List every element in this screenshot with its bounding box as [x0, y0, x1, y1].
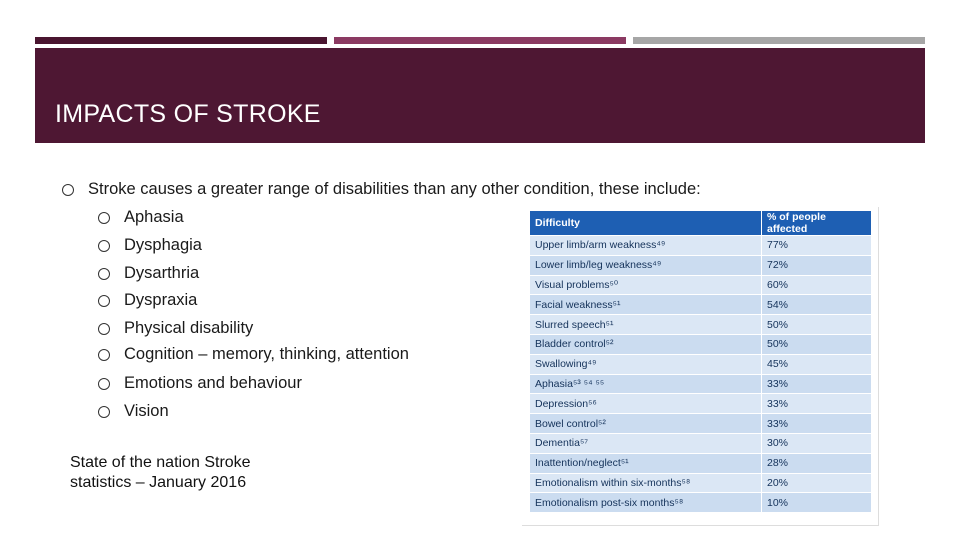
stats-table-image — [522, 207, 879, 526]
difficulty-cell: Dementia⁵⁷ — [530, 433, 762, 453]
list-item-label: Physical disability — [124, 319, 254, 337]
table-row — [530, 275, 872, 295]
slide-title: IMPACTS OF STROKE — [55, 100, 321, 128]
difficulty-cell: Emotionalism within six-months⁵⁸ — [530, 473, 762, 493]
table-row — [530, 255, 872, 275]
percent-cell: 50% — [762, 315, 872, 335]
list-item — [98, 374, 302, 393]
difficulty-cell: Bowel control⁵² — [530, 414, 762, 434]
intro-bullet — [62, 180, 701, 199]
list-item — [98, 264, 199, 283]
percent-cell: 54% — [762, 295, 872, 315]
list-item — [98, 236, 202, 255]
bullet-circle-icon — [98, 406, 110, 418]
bullet-circle-icon — [98, 323, 110, 335]
list-item-label: Vision — [124, 402, 169, 420]
table-row — [530, 236, 872, 256]
table-row — [530, 473, 872, 493]
difficulty-cell: Bladder control⁵² — [530, 334, 762, 354]
difficulty-cell: Swallowing⁴⁹ — [530, 354, 762, 374]
percent-cell: 33% — [762, 394, 872, 414]
percent-cell: 45% — [762, 354, 872, 374]
difficulty-cell: Lower limb/leg weakness⁴⁹ — [530, 255, 762, 275]
bullet-circle-icon — [98, 349, 110, 361]
table-row — [530, 334, 872, 354]
list-item-label: Dysphagia — [124, 236, 202, 254]
percent-cell: 60% — [762, 275, 872, 295]
difficulty-cell: Upper limb/arm weakness⁴⁹ — [530, 236, 762, 256]
header-difficulty: Difficulty — [530, 211, 762, 236]
difficulty-table — [529, 210, 872, 513]
percent-cell: 28% — [762, 453, 872, 473]
table-row — [530, 453, 872, 473]
table-row — [530, 354, 872, 374]
header-percent: % of people affected — [762, 211, 872, 236]
accent-bar-plum — [334, 37, 626, 44]
accent-bar-dark — [35, 37, 327, 44]
percent-cell: 50% — [762, 334, 872, 354]
accent-bar-gray — [633, 37, 925, 44]
list-item — [98, 208, 184, 227]
table-row — [530, 394, 872, 414]
list-item — [98, 291, 197, 310]
difficulty-cell: Inattention/neglect⁵¹ — [530, 453, 762, 473]
difficulty-cell: Depression⁵⁶ — [530, 394, 762, 414]
difficulty-cell: Slurred speech⁵¹ — [530, 315, 762, 335]
bullet-circle-icon — [98, 240, 110, 252]
percent-cell: 33% — [762, 414, 872, 434]
difficulty-cell: Aphasia⁵³ ⁵⁴ ⁵⁵ — [530, 374, 762, 394]
citation-line: statistics – January 2016 — [70, 474, 247, 491]
difficulty-cell: Facial weakness⁵¹ — [530, 295, 762, 315]
title-band — [35, 48, 925, 143]
percent-cell: 20% — [762, 473, 872, 493]
list-item-label: Emotions and behaviour — [124, 374, 302, 392]
list-item-label: Cognition – memory, thinking, attention — [124, 345, 409, 363]
list-item-label: Dyspraxia — [124, 291, 198, 309]
table-row — [530, 493, 872, 513]
list-item — [98, 345, 409, 364]
percent-cell: 33% — [762, 374, 872, 394]
difficulty-cell: Emotionalism post-six months⁵⁸ — [530, 493, 762, 513]
bullet-circle-icon — [98, 212, 110, 224]
percent-cell: 77% — [762, 236, 872, 256]
list-item — [98, 319, 253, 338]
intro-text: Stroke causes a greater range of disabilities than any other condition, these include: — [88, 180, 701, 198]
percent-cell: 30% — [762, 433, 872, 453]
table-row — [530, 414, 872, 434]
list-item-label: Aphasia — [124, 208, 184, 226]
bullet-circle-icon — [98, 378, 110, 390]
table-row — [530, 295, 872, 315]
percent-cell: 72% — [762, 255, 872, 275]
list-item-label: Dysarthria — [124, 264, 200, 282]
difficulty-cell: Visual problems⁵⁰ — [530, 275, 762, 295]
percent-cell: 10% — [762, 493, 872, 513]
bullet-circle-icon — [98, 268, 110, 280]
bullet-circle-icon — [98, 295, 110, 307]
list-item — [98, 402, 169, 421]
table-header-row — [530, 211, 872, 236]
table-row — [530, 315, 872, 335]
bullet-circle-icon — [62, 184, 74, 196]
table-row — [530, 433, 872, 453]
citation — [70, 453, 251, 493]
table-row — [530, 374, 872, 394]
citation-line: State of the nation Stroke — [70, 454, 251, 471]
